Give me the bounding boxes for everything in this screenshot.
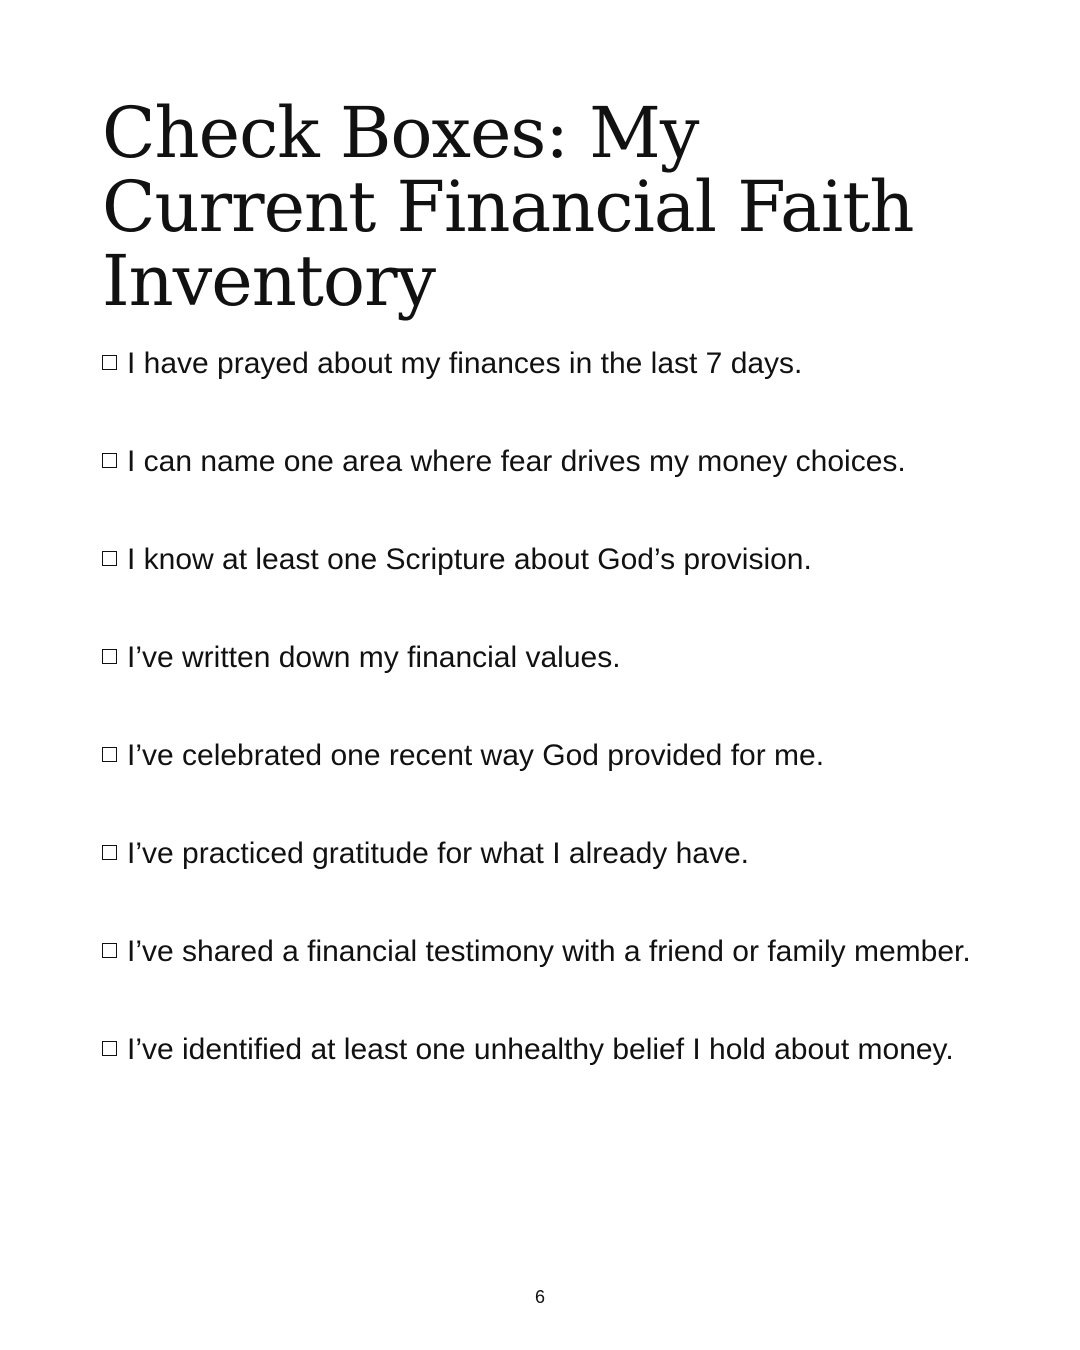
page-number: 6 — [534, 1287, 545, 1307]
empty-checkbox-icon — [102, 1041, 117, 1056]
checklist-item — [102, 538, 982, 582]
checklist-item-text: I have prayed about my finances in the last 7 days. — [127, 347, 803, 380]
checklist-item-text: I’ve identified at least one unhealthy belief I hold about money. — [127, 1033, 954, 1066]
document-page — [102, 92, 982, 1126]
empty-checkbox-icon — [102, 355, 117, 370]
checklist-item-text: I’ve celebrated one recent way God provided for me. — [127, 739, 825, 772]
checklist — [102, 342, 982, 1072]
empty-checkbox-icon — [102, 943, 117, 958]
checklist-item-text: I’ve written down my financial values. — [127, 641, 621, 674]
checklist-item — [102, 930, 982, 974]
checklist-item — [102, 832, 982, 876]
checklist-item — [102, 342, 982, 386]
empty-checkbox-icon — [102, 845, 117, 860]
checklist-item-text: I’ve practiced gratitude for what I already have. — [127, 837, 750, 870]
empty-checkbox-icon — [102, 453, 117, 468]
checklist-item — [102, 734, 982, 778]
page-title: Check Boxes: My Current Financial Faith Inventory — [102, 92, 914, 322]
empty-checkbox-icon — [102, 747, 117, 762]
checklist-item — [102, 636, 982, 680]
empty-checkbox-icon — [102, 649, 117, 664]
empty-checkbox-icon — [102, 551, 117, 566]
checklist-item-text: I’ve shared a financial testimony with a friend or family member. — [127, 935, 971, 968]
checklist-item — [102, 1028, 982, 1072]
checklist-item-text: I can name one area where fear drives my money choices. — [127, 445, 906, 478]
checklist-item-text: I know at least one Scripture about God’s provision. — [127, 543, 812, 576]
checklist-item — [102, 440, 982, 484]
